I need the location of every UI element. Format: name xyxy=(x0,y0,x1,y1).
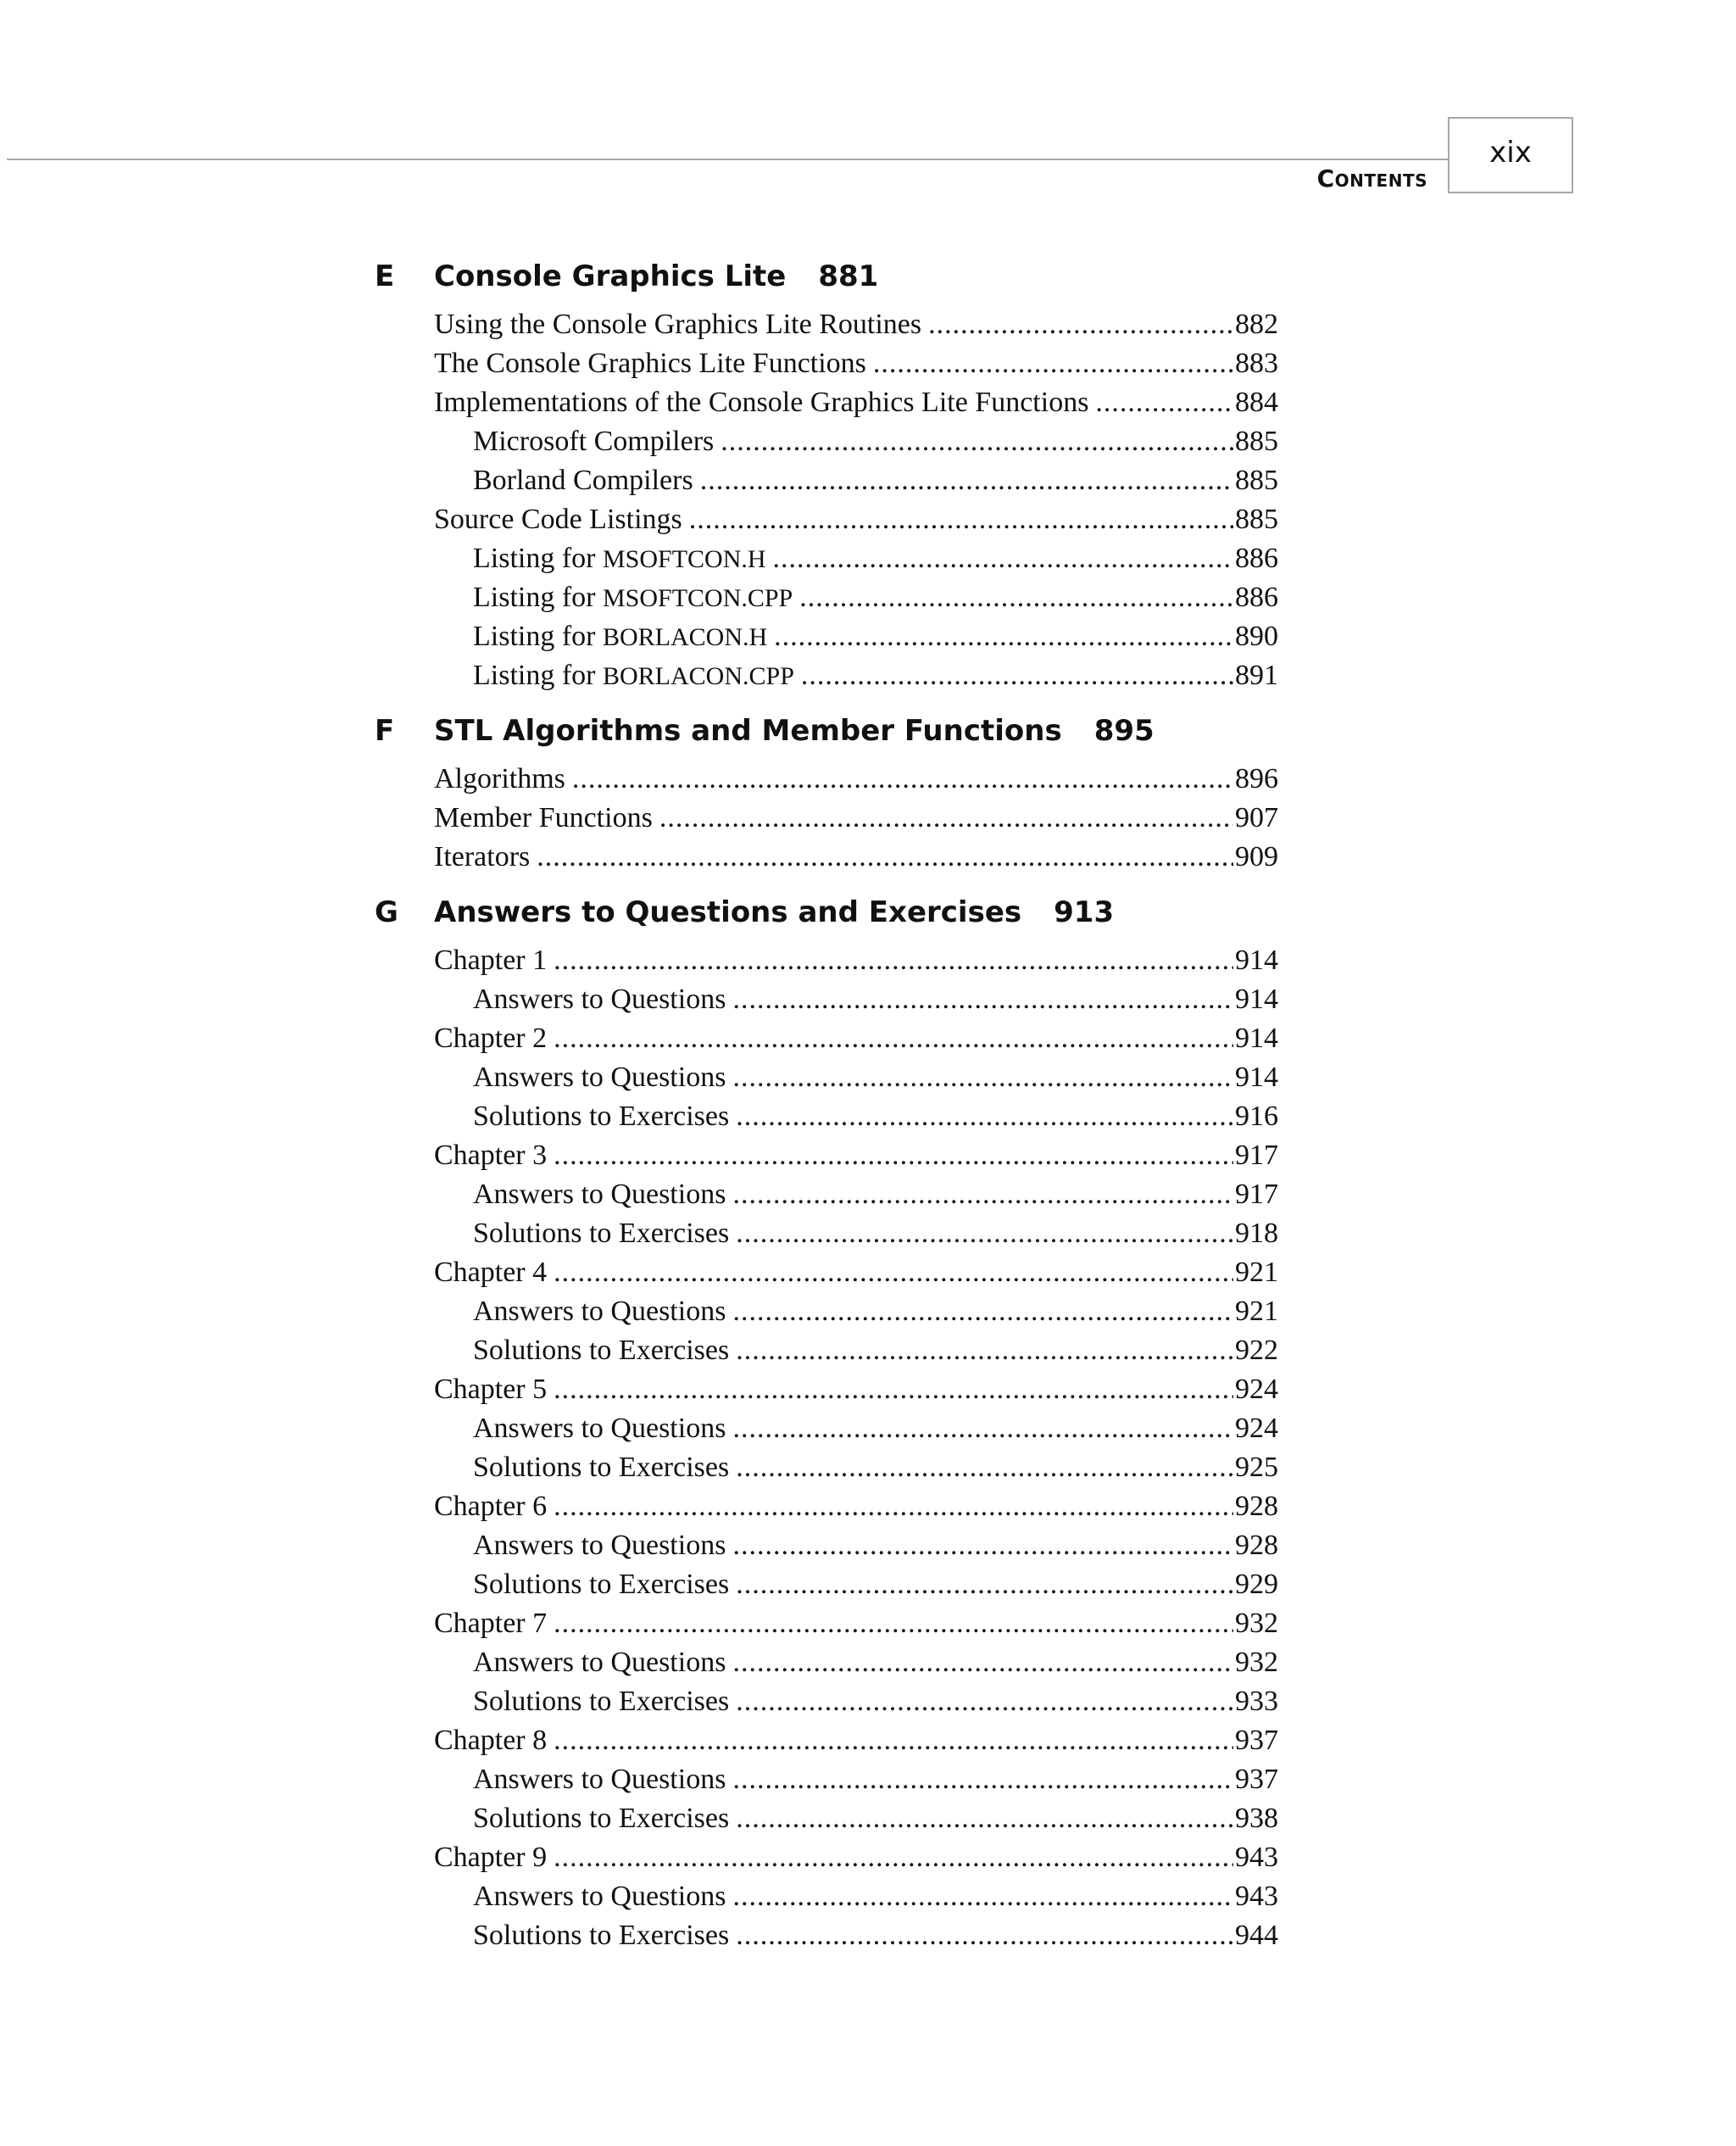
entry-page: 933 xyxy=(1235,1686,1278,1717)
entry-page: 891 xyxy=(1235,660,1278,691)
toc-entry[interactable] xyxy=(375,617,1278,656)
entry-title-text: Solutions to Exercises xyxy=(473,1218,730,1249)
entry-title-text: Solutions to Exercises xyxy=(473,1101,730,1132)
toc-entry[interactable] xyxy=(375,980,1278,1019)
dot-leader xyxy=(736,1799,1233,1838)
section-heading[interactable] xyxy=(375,714,1278,760)
entry-title xyxy=(473,1682,729,1721)
dot-leader xyxy=(554,1370,1233,1409)
toc-section xyxy=(375,714,1278,877)
dot-leader xyxy=(736,1916,1233,1955)
entry-page: 917 xyxy=(1235,1179,1278,1210)
entry-title-text: Source Code Listings xyxy=(434,504,682,535)
dot-leader xyxy=(554,1136,1233,1175)
entry-page: 914 xyxy=(1235,945,1278,976)
entry-page: 928 xyxy=(1235,1491,1278,1522)
dot-leader xyxy=(689,500,1233,539)
entry-title xyxy=(473,422,714,461)
toc-entry[interactable] xyxy=(375,1526,1278,1565)
entry-title-text: Algorithms xyxy=(434,763,565,794)
toc-entry[interactable] xyxy=(375,1604,1278,1643)
toc-entry[interactable] xyxy=(375,1877,1278,1916)
entry-title xyxy=(473,1877,726,1916)
entry-page: 917 xyxy=(1235,1140,1278,1171)
entry-title xyxy=(473,461,693,500)
section-page: 895 xyxy=(1093,714,1155,748)
entry-page: 932 xyxy=(1235,1608,1278,1639)
entry-title-text: Listing for xyxy=(473,621,603,652)
toc-entry[interactable] xyxy=(375,1136,1278,1175)
entry-filename: BORLACON.CPP xyxy=(602,662,794,690)
toc-entry[interactable] xyxy=(375,1292,1278,1331)
entry-title-text: Answers to Questions xyxy=(473,1179,726,1210)
section-heading[interactable] xyxy=(375,259,1278,305)
toc-entry[interactable] xyxy=(375,1253,1278,1292)
entry-title xyxy=(434,1019,547,1058)
entry-title-text: Listing for xyxy=(473,660,603,691)
entry-filename: BORLACON.H xyxy=(602,623,768,651)
entry-title xyxy=(473,1058,726,1097)
entry-title xyxy=(473,1292,726,1331)
toc-entry[interactable] xyxy=(375,1058,1278,1097)
entry-title xyxy=(473,1643,726,1682)
entry-page: 922 xyxy=(1235,1335,1278,1366)
entry-title xyxy=(473,1448,729,1487)
entry-title xyxy=(473,1760,726,1799)
toc-entry[interactable] xyxy=(375,1760,1278,1799)
toc-entry[interactable] xyxy=(375,1175,1278,1214)
entry-page: 882 xyxy=(1235,309,1278,340)
entry-page: 928 xyxy=(1235,1530,1278,1561)
entry-title xyxy=(434,1721,547,1760)
toc-entry[interactable] xyxy=(375,461,1278,500)
entry-title xyxy=(473,578,793,618)
entry-page: 921 xyxy=(1235,1257,1278,1288)
dot-leader xyxy=(1095,383,1233,422)
entry-title-text: Iterators xyxy=(434,841,531,872)
entry-page: 916 xyxy=(1235,1101,1278,1132)
entry-title xyxy=(473,1565,729,1604)
entry-title xyxy=(434,1370,547,1409)
entry-page: 918 xyxy=(1235,1218,1278,1249)
dot-leader xyxy=(736,1682,1233,1721)
entry-title xyxy=(473,1097,729,1136)
entry-title xyxy=(473,539,766,579)
dot-leader xyxy=(736,1448,1233,1487)
entry-title-text: Solutions to Exercises xyxy=(473,1686,730,1717)
toc-entry[interactable] xyxy=(375,539,1278,578)
toc-entry[interactable] xyxy=(375,799,1278,838)
dot-leader xyxy=(732,1292,1233,1331)
dot-leader xyxy=(736,1097,1233,1136)
dot-leader xyxy=(773,539,1233,578)
toc-entry[interactable] xyxy=(375,656,1278,695)
toc-entry[interactable] xyxy=(375,1370,1278,1409)
toc-entry[interactable] xyxy=(375,1331,1278,1370)
entry-title-text: Chapter 9 xyxy=(434,1842,548,1873)
entry-page: 943 xyxy=(1235,1842,1278,1873)
dot-leader xyxy=(537,838,1233,877)
entry-title-text: Implementations of the Console Graphics Lite Functions xyxy=(434,387,1089,418)
toc-entry[interactable] xyxy=(375,838,1278,877)
entry-page: 909 xyxy=(1235,841,1278,872)
entry-page: 886 xyxy=(1235,543,1278,574)
entry-page: 914 xyxy=(1235,984,1278,1015)
toc-entry[interactable] xyxy=(375,1838,1278,1877)
entry-page: 921 xyxy=(1235,1296,1278,1327)
dot-leader xyxy=(732,980,1233,1019)
header-rule xyxy=(7,159,1448,160)
table-of-contents xyxy=(375,259,1278,1974)
toc-entry[interactable] xyxy=(375,422,1278,461)
entry-title-text: Chapter 5 xyxy=(434,1374,548,1405)
entry-page: 925 xyxy=(1235,1452,1278,1483)
dot-leader xyxy=(732,1526,1233,1565)
entry-page: 914 xyxy=(1235,1062,1278,1093)
dot-leader xyxy=(732,1760,1233,1799)
running-head: Contents xyxy=(1316,164,1427,192)
dot-leader xyxy=(554,1604,1233,1643)
entry-page: 937 xyxy=(1235,1764,1278,1795)
entry-page: 943 xyxy=(1235,1881,1278,1912)
entry-page: 896 xyxy=(1235,763,1278,794)
entry-title xyxy=(473,656,794,696)
dot-leader xyxy=(736,1331,1233,1370)
entry-page: 885 xyxy=(1235,465,1278,496)
entry-page: 929 xyxy=(1235,1569,1278,1600)
entry-page: 924 xyxy=(1235,1374,1278,1405)
dot-leader xyxy=(736,1565,1233,1604)
entry-title xyxy=(434,799,653,838)
toc-entry[interactable] xyxy=(375,941,1278,980)
entry-page: 944 xyxy=(1235,1920,1278,1951)
toc-entry[interactable] xyxy=(375,344,1278,383)
toc-entry[interactable] xyxy=(375,578,1278,617)
page-number: xix xyxy=(1489,136,1532,170)
entry-filename: MSOFTCON.CPP xyxy=(602,584,793,612)
entry-page: 883 xyxy=(1235,348,1278,379)
dot-leader xyxy=(659,799,1233,838)
toc-entry[interactable] xyxy=(375,1565,1278,1604)
section-page: 913 xyxy=(1054,895,1115,929)
toc-entry[interactable] xyxy=(375,1721,1278,1760)
entry-title xyxy=(434,500,682,539)
dot-leader xyxy=(774,617,1233,656)
section-letter: E xyxy=(375,259,395,293)
entry-title-text: Chapter 4 xyxy=(434,1257,548,1288)
dot-leader xyxy=(732,1643,1233,1682)
entry-title-text: Answers to Questions xyxy=(473,984,726,1015)
toc-entry[interactable] xyxy=(375,1643,1278,1682)
dot-leader xyxy=(554,1838,1233,1877)
entry-title-text: Answers to Questions xyxy=(473,1530,726,1561)
toc-entry[interactable] xyxy=(375,1799,1278,1838)
entry-title xyxy=(434,383,1088,422)
entry-title xyxy=(473,1526,726,1565)
entry-title-text: Microsoft Compilers xyxy=(473,426,715,457)
entry-page: 890 xyxy=(1235,621,1278,652)
entry-title xyxy=(434,1253,547,1292)
toc-section xyxy=(375,259,1278,695)
toc-entry[interactable] xyxy=(375,760,1278,799)
entry-title-text: Listing for xyxy=(473,582,603,613)
entry-title xyxy=(434,838,530,877)
entry-title-text: Answers to Questions xyxy=(473,1413,726,1444)
toc-entry[interactable] xyxy=(375,1682,1278,1721)
dot-leader xyxy=(928,305,1233,344)
toc-entry[interactable] xyxy=(375,1916,1278,1955)
toc-entry[interactable] xyxy=(375,1019,1278,1058)
entry-page: 914 xyxy=(1235,1023,1278,1054)
entry-title-text: Member Functions xyxy=(434,802,653,833)
dot-leader xyxy=(721,422,1233,461)
entry-filename: MSOFTCON.H xyxy=(602,545,766,573)
entry-title-text: Answers to Questions xyxy=(473,1062,726,1093)
entry-title-text: Listing for xyxy=(473,543,603,574)
entry-title-text: Solutions to Exercises xyxy=(473,1920,730,1951)
entry-title-text: Chapter 3 xyxy=(434,1140,548,1171)
entry-title-text: Answers to Questions xyxy=(473,1881,726,1912)
toc-entry[interactable] xyxy=(375,500,1278,539)
entry-title-text: Solutions to Exercises xyxy=(473,1335,730,1366)
dot-leader xyxy=(700,461,1233,500)
entry-page: 938 xyxy=(1235,1803,1278,1834)
entry-title xyxy=(434,1838,547,1877)
entry-title-text: Solutions to Exercises xyxy=(473,1569,730,1600)
dot-leader xyxy=(801,656,1233,695)
entry-title-text: Answers to Questions xyxy=(473,1647,726,1678)
dot-leader xyxy=(554,1487,1233,1526)
dot-leader xyxy=(736,1214,1233,1253)
entry-title-text: Chapter 1 xyxy=(434,945,548,976)
toc-section xyxy=(375,895,1278,1955)
entry-page: 937 xyxy=(1235,1725,1278,1756)
entry-page: 885 xyxy=(1235,426,1278,457)
toc-entry[interactable] xyxy=(375,1448,1278,1487)
dot-leader xyxy=(554,941,1233,980)
entry-title xyxy=(434,941,547,980)
entry-title xyxy=(473,1799,729,1838)
entry-title xyxy=(473,980,726,1019)
entry-page: 885 xyxy=(1235,504,1278,535)
entry-page: 924 xyxy=(1235,1413,1278,1444)
entry-title xyxy=(434,1136,547,1175)
entry-page: 884 xyxy=(1235,387,1278,418)
entry-title-text: The Console Graphics Lite Functions xyxy=(434,348,866,379)
dot-leader xyxy=(554,1721,1233,1760)
entry-title-text: Chapter 2 xyxy=(434,1023,548,1054)
section-page: 881 xyxy=(818,259,879,293)
dot-leader xyxy=(732,1877,1233,1916)
entry-title xyxy=(434,1487,547,1526)
dot-leader xyxy=(572,760,1233,799)
toc-entry[interactable] xyxy=(375,383,1278,422)
entry-title xyxy=(434,344,866,383)
section-letter: G xyxy=(375,895,398,929)
toc-entry[interactable] xyxy=(375,1097,1278,1136)
toc-entry[interactable] xyxy=(375,1409,1278,1448)
entry-page: 932 xyxy=(1235,1647,1278,1678)
entry-title xyxy=(434,1604,547,1643)
entry-title-text: Chapter 8 xyxy=(434,1725,548,1756)
entry-title-text: Chapter 6 xyxy=(434,1491,548,1522)
page-number-box xyxy=(1448,117,1573,193)
entry-title xyxy=(473,1331,729,1370)
dot-leader xyxy=(732,1175,1233,1214)
section-title: STL Algorithms and Member Functions xyxy=(434,714,1062,748)
dot-leader xyxy=(554,1019,1233,1058)
entry-title xyxy=(434,760,565,799)
entry-title xyxy=(434,305,921,344)
entry-title xyxy=(473,1916,729,1955)
entry-title xyxy=(473,1409,726,1448)
entry-title-text: Solutions to Exercises xyxy=(473,1452,730,1483)
toc-entry[interactable] xyxy=(375,1487,1278,1526)
section-heading[interactable] xyxy=(375,895,1278,941)
section-title: Console Graphics Lite xyxy=(434,259,787,293)
entry-title xyxy=(473,1175,726,1214)
dot-leader xyxy=(799,578,1233,617)
dot-leader xyxy=(873,344,1233,383)
dot-leader xyxy=(732,1409,1233,1448)
entry-title-text: Using the Console Graphics Lite Routines xyxy=(434,309,922,340)
entry-title xyxy=(473,1214,729,1253)
entry-page: 907 xyxy=(1235,802,1278,833)
entry-title xyxy=(473,617,767,657)
entry-title-text: Chapter 7 xyxy=(434,1608,548,1639)
entry-title-text: Solutions to Exercises xyxy=(473,1803,730,1834)
dot-leader xyxy=(554,1253,1233,1292)
entry-title-text: Answers to Questions xyxy=(473,1764,726,1795)
toc-entry[interactable] xyxy=(375,305,1278,344)
section-title: Answers to Questions and Exercises xyxy=(434,895,1022,929)
toc-entry[interactable] xyxy=(375,1214,1278,1253)
entry-title-text: Borland Compilers xyxy=(473,465,693,496)
entry-page: 886 xyxy=(1235,582,1278,613)
section-letter: F xyxy=(375,714,395,748)
dot-leader xyxy=(732,1058,1233,1097)
entry-title-text: Answers to Questions xyxy=(473,1296,726,1327)
